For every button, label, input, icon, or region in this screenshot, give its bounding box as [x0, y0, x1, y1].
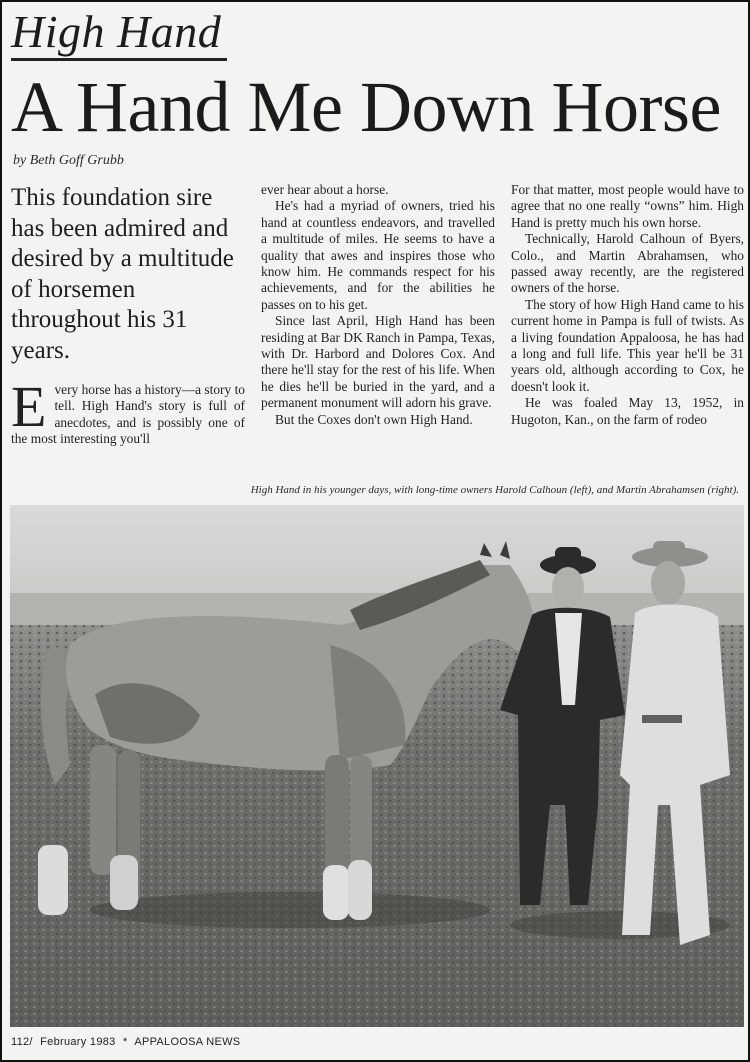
article-deck: This foundation sire has been admired and desired by a multitude of horsemen throughout his 31 years. [11, 184, 234, 364]
paragraph: Since last April, High Hand has been residing at Bar DK Ranch in Pampa, Texas, with Dr. Harbord and Dolores Cox. And there he'll stay for the rest of his life. When he dies he'll be buried in the yard, and a permanent monument will adorn his grave. [261, 313, 495, 411]
photo-caption: High Hand in his younger days, with long-time owners Harold Calhoun (left), and Martin Abrahamsen (right). [250, 484, 739, 496]
paragraph: For that matter, most people would have to agree that no one really “owns” him. High Hand is pretty much his own horse. [511, 182, 744, 230]
paragraph: ever hear about a horse. [261, 182, 389, 197]
section-title: High Hand [11, 6, 227, 61]
publication-name: APPALOOSA NEWS [134, 1036, 241, 1048]
section-header [11, 6, 743, 61]
article-headline: A Hand Me Down Horse [11, 67, 721, 147]
article-column-3 [511, 182, 744, 428]
byline: by Beth Goff Grubb [13, 153, 124, 168]
paragraph: Technically, Harold Calhoun of Byers, Colo., and Martin Abrahamsen, who passed away recently, are the registered owners of the horse. [511, 231, 744, 296]
paragraph: He was foaled May 13, 1952, in Hugoton, Kan., on the farm of rodeo [511, 395, 744, 427]
footer-separator: * [122, 1036, 128, 1048]
page-footer [11, 1036, 244, 1048]
paragraph: But the Coxes don't own High Hand. [275, 411, 473, 427]
horse-photo [10, 505, 744, 1027]
article-column-1 [11, 374, 245, 448]
article-column-2 [261, 182, 495, 428]
page-number: 112/ [11, 1036, 33, 1048]
paragraph: He's had a myriad of owners, tried his hand at countless endeavors, and travelled a multitude of miles. He seems to have a quality that awes and inspires those who know him. He commands respect for his achievements, and for the abilities he passes on to his get. [261, 198, 495, 312]
paragraph: The story of how High Hand came to his current home in Pampa is full of twists. As a living foundation Appaloosa, he has had a long and full life. This year he'll be 31 years old, although according to Cox, he doesn't look it. [511, 296, 744, 394]
drop-cap: E [11, 374, 47, 439]
issue-date: February 1983 [40, 1036, 116, 1048]
paragraph: very horse has a history—a story to tell. High Hand's story is full of anecdotes, and is possibly one of the most interesting you'll [11, 382, 245, 447]
